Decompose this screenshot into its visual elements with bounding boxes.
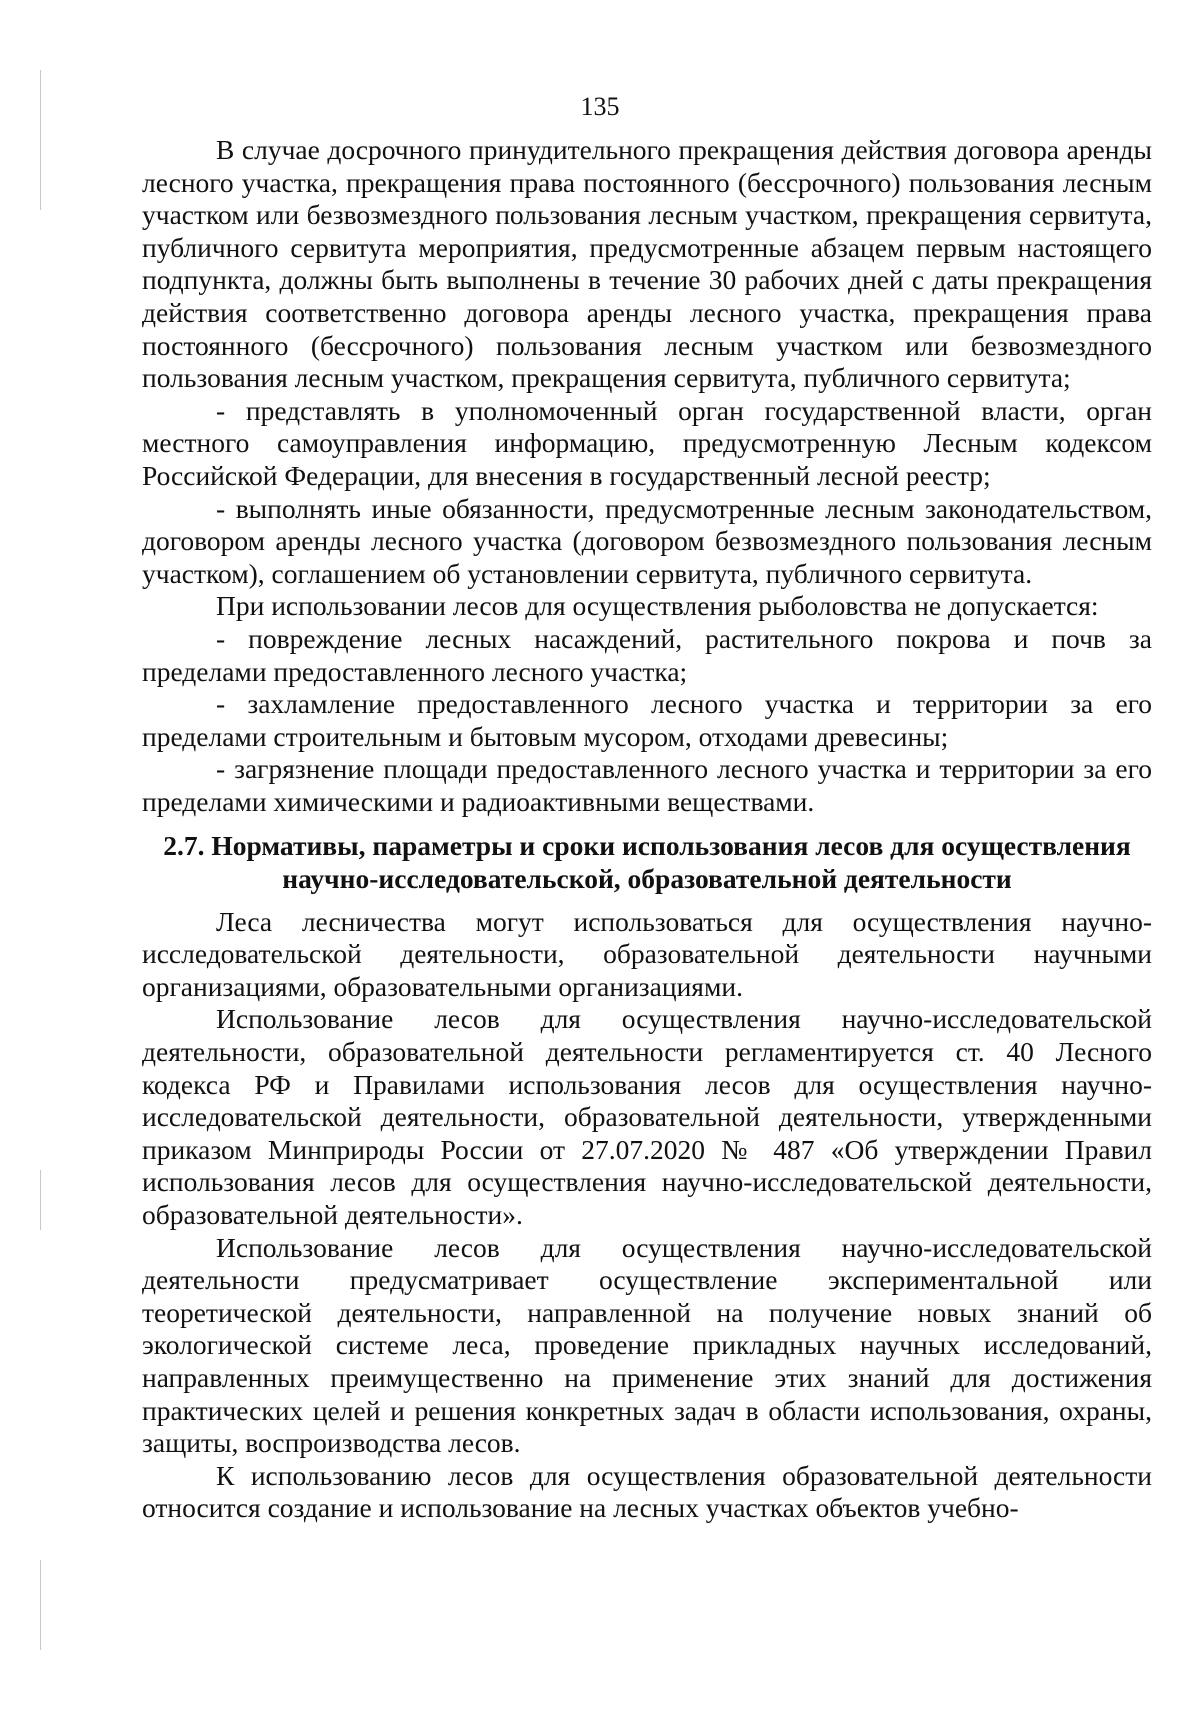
page-number: 135 [580, 92, 620, 121]
scan-edge-top [40, 70, 41, 210]
list-item: - представлять в уполномоченный орган государственной власти, орган местного самоуправления информацию, предусмотренную Лесным кодексом Российской Федерации, для внесения в государственный лесной реестр; [142, 394, 1152, 491]
paragraph: Леса лесничества могут использоваться для осуществления научно-исследовательской деятельности, образовательной деятельности научными организациями, образовательными организациями. [142, 905, 1152, 1002]
scan-edge-middle [40, 1170, 41, 1230]
paragraph: Использование лесов для осуществления научно-исследовательской деятельности предусматривает осуществление экспериментальной или теоретической деятельности, направленной на получение новых знаний об экологической системе леса, проведение прикладных научных исследований, направленных преимущественно на применение этих знаний для достижения практических целей и решения конкретных задач в области использования, охраны, защиты, воспроизводства лесов. [142, 1231, 1152, 1459]
paragraph: Использование лесов для осуществления научно-исследовательской деятельности, образовательной деятельности регламентируется ст. 40 Лесного кодекса РФ и Правилами использования лесов для осуществления научно-исследовательской деятельности, образовательной деятельности, утвержденными приказом Минприроды России от 27.07.2020 № 487 «Об утверждении Правил использования лесов для осуществления научно-исследовательской деятельности, образовательной деятельности». [142, 1003, 1152, 1230]
document-body [142, 134, 1152, 1525]
paragraph: При использовании лесов для осуществления рыболовства не допускается: [216, 590, 1099, 622]
scan-edge-bottom [40, 1560, 41, 1650]
list-item: - загрязнение площади предоставленного лесного участка и территории за его пределами химическими и радиоактивными веществами. [142, 753, 1152, 817]
list-item: - выполнять иные обязанности, предусмотренные лесным законодательством, договором аренды лесного участка (договором безвозмездного пользования лесным участком), соглашением об установлении сервитута, публичного сервитута. [142, 492, 1152, 589]
paragraph: К использованию лесов для осуществления образовательной деятельности относится создание и использование на лесных участках объектов учебно- [142, 1459, 1152, 1524]
section-heading: 2.7. Нормативы, параметры и сроки использования лесов для осуществления научно-исследовательской, образовательной деятельности [163, 830, 1131, 895]
list-item: - повреждение лесных насаждений, растительного покрова и почв за пределами предоставленного лесного участка; [142, 622, 1152, 687]
paragraph: В случае досрочного принудительного прекращения действия договора аренды лесного участка, прекращения права постоянного (бессрочного) пользования лесным участком или безвозмездного пользования лесным участком, прекращения сервитута, публичного сервитута мероприятия, предусмотренные абзацем первым настоящего подпункта, должны быть выполнены в течение 30 рабочих дней с даты прекращения действия соответственно договора аренды лесного участка, прекращения права постоянного (бессрочного) пользования лесным участком или безвозмездного пользования лесным участком, прекращения сервитута, публичного сервитута; [142, 134, 1152, 394]
list-item: - захламление предоставленного лесного участка и территории за его пределами строительным и бытовым мусором, отходами древесины; [142, 688, 1152, 752]
